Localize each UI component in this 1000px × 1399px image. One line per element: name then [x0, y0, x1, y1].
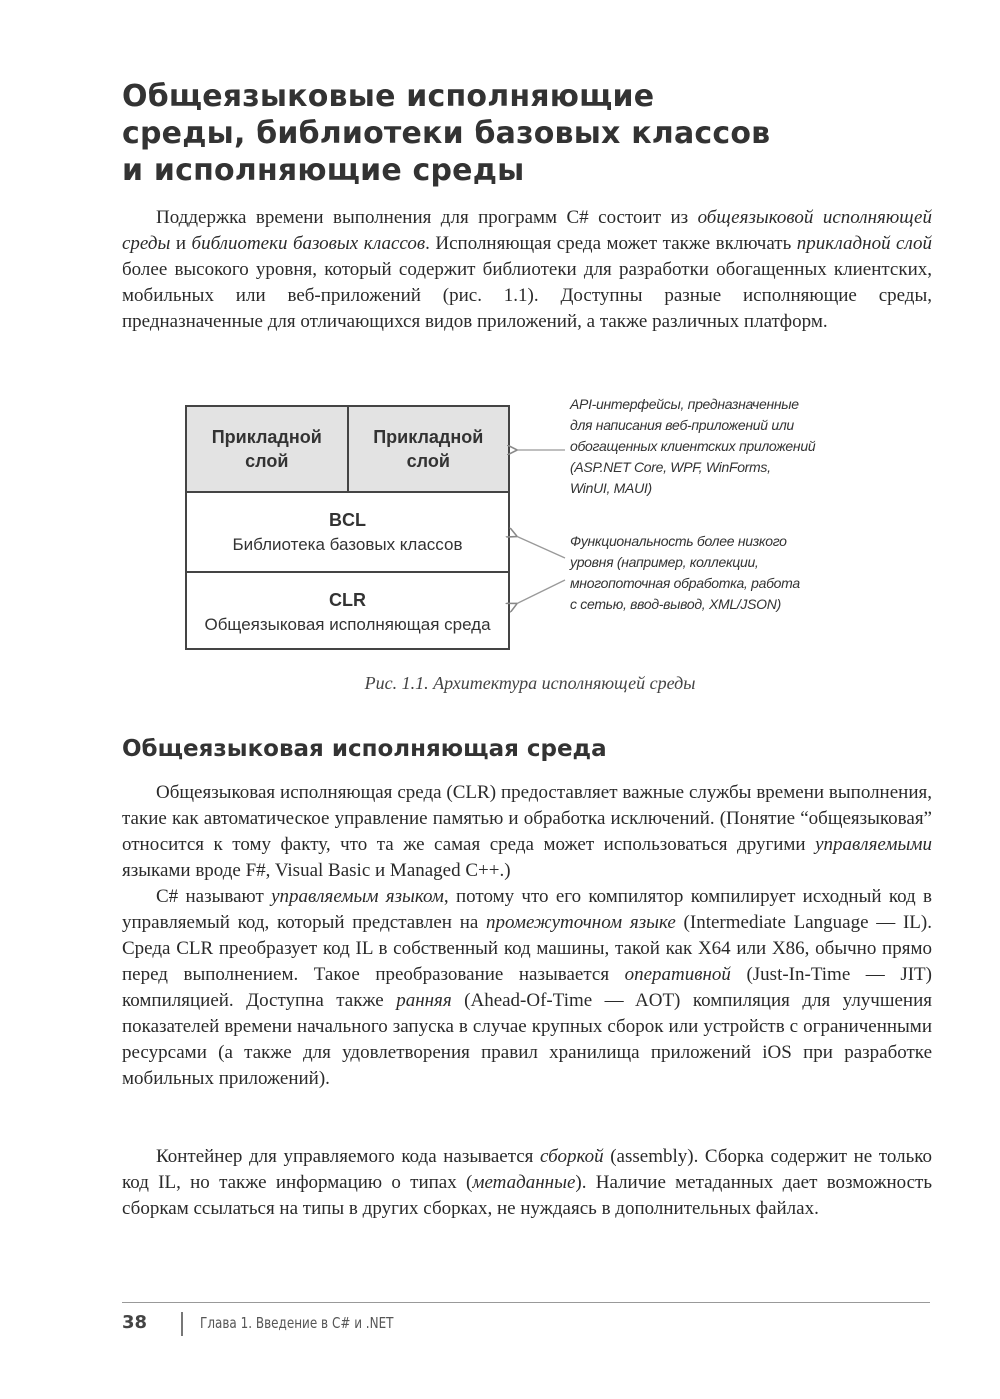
- title-line: среды, библиотеки базовых классов: [122, 116, 771, 151]
- emphasized-term: оперативной: [624, 964, 731, 985]
- annotation-line: для написания веб-приложений или: [570, 417, 794, 433]
- bcl-title: BCL: [329, 509, 366, 530]
- clr-subtitle: Общеязыковая исполняющая среда: [204, 614, 491, 634]
- annotation-low-level: [570, 531, 800, 615]
- box-label: слой: [245, 451, 289, 471]
- annotation-line: Функциональность более низкого: [570, 533, 787, 549]
- clr-title: CLR: [329, 589, 366, 610]
- page-number: 38: [122, 1312, 148, 1333]
- body-paragraph: [122, 780, 932, 884]
- text-run: , потому что его компилятор компилирует исходный код в управляемый код, который представлен на: [122, 886, 932, 933]
- footer-separator: [181, 1312, 183, 1336]
- text-run: Общеязыковая исполняющая среда (CLR) предоставляет важные службы времени выполнения, такие как автоматическое управление памятью и обработка исключений. (Понятие “общеязыковая” относится к тому факту, что та же самая среда может использоваться другими: [122, 782, 932, 855]
- emphasized-term: ранняя: [396, 990, 452, 1011]
- section-heading: Общеязыковая исполняющая среда: [122, 736, 607, 762]
- title-line: и исполняющие среды: [122, 153, 525, 188]
- arrow-icon: [516, 580, 565, 604]
- text-run: (Just-In-Time — JIT) компиляцией. Доступна также: [122, 964, 932, 1011]
- annotation-line: (ASP.NET Core, WPF, WinForms,: [570, 459, 771, 475]
- text-run: (assembly). Сборка содержит не только код IL, но также информацию о типах (: [122, 1146, 932, 1193]
- text-run: Поддержка времени выполнения для программ C# состоит из: [156, 207, 698, 228]
- body-paragraph: [122, 1144, 932, 1222]
- annotation-application-layer: [570, 394, 815, 499]
- running-footer-chapter: Глава 1. Введение в C# и .NET: [200, 1314, 394, 1332]
- text-run: ). Наличие метаданных дает возможность сборкам ссылаться на типы в других сборках, не нуждаясь в дополнительных файлах.: [122, 1172, 932, 1219]
- text-run: языками вроде F#, Visual Basic и Managed C++.): [122, 860, 511, 881]
- emphasized-term: сборкой: [539, 1146, 604, 1167]
- text-run: Контейнер для управляемого кода называется: [156, 1146, 540, 1167]
- emphasized-term: управляемым языком: [271, 886, 444, 907]
- annotation-line: уровня (например, коллекции,: [570, 554, 759, 570]
- text-run: C# называют: [156, 886, 272, 907]
- annotation-line: WinUI, MAUI): [570, 480, 652, 496]
- text-run: (Intermediate Language — IL). Среда CLR преобразует код IL в собственный код машины, такой как X64 или X86, обычно прямо перед выполнением. Такое преобразование называется: [122, 912, 932, 985]
- figure-caption: Рис. 1.1. Архитектура исполняющей среды: [364, 673, 696, 693]
- annotation-line: обогащенных клиентских приложений: [570, 438, 816, 454]
- emphasized-term: прикладной слой: [796, 233, 933, 254]
- box-label: Прикладной: [211, 427, 322, 447]
- text-run: и: [170, 233, 192, 254]
- emphasized-term: промежуточном языке: [486, 912, 676, 933]
- text-run: более высокого уровня, который содержит библиотеки для разработки обогащенных клиентских, мобильных или веб-приложений (рис. 1.1). Доступны разные исполняющие среды, предназначенные для отличающихся видов приложений, а также различных платформ.: [122, 259, 932, 332]
- bcl-subtitle: Библиотека базовых классов: [232, 534, 463, 554]
- annotation-line: API-интерфейсы, предназначенные: [570, 396, 799, 412]
- annotation-line: многопоточная обработка, работа: [570, 575, 800, 591]
- emphasized-term: метаданные: [472, 1172, 576, 1193]
- footer-divider: [122, 1302, 930, 1303]
- box-label: Прикладной: [373, 427, 484, 447]
- text-run: . Исполняющая среда может также включать: [425, 233, 797, 254]
- body-paragraph: [122, 884, 932, 1092]
- text-run: (Ahead-Of-Time — AOT) компиляция для улучшения показателей времени начального запуска в случае крупных сборок или устройств с ограниченными ресурсами (а также для удовлетворения правил хранилища приложений iOS при разработке мобильных приложений).: [122, 990, 932, 1089]
- title-line: Общеязыковые исполняющие: [122, 79, 655, 114]
- emphasized-term: управляемыми: [815, 834, 932, 855]
- annotation-line: с сетью, ввод-вывод, XML/JSON): [570, 596, 781, 612]
- emphasized-term: библиотеки базовых классов: [191, 233, 426, 254]
- box-label: слой: [406, 451, 450, 471]
- arrow-icon: [516, 536, 565, 558]
- emphasized-term: общеязыковой исполняющей среды: [122, 207, 932, 254]
